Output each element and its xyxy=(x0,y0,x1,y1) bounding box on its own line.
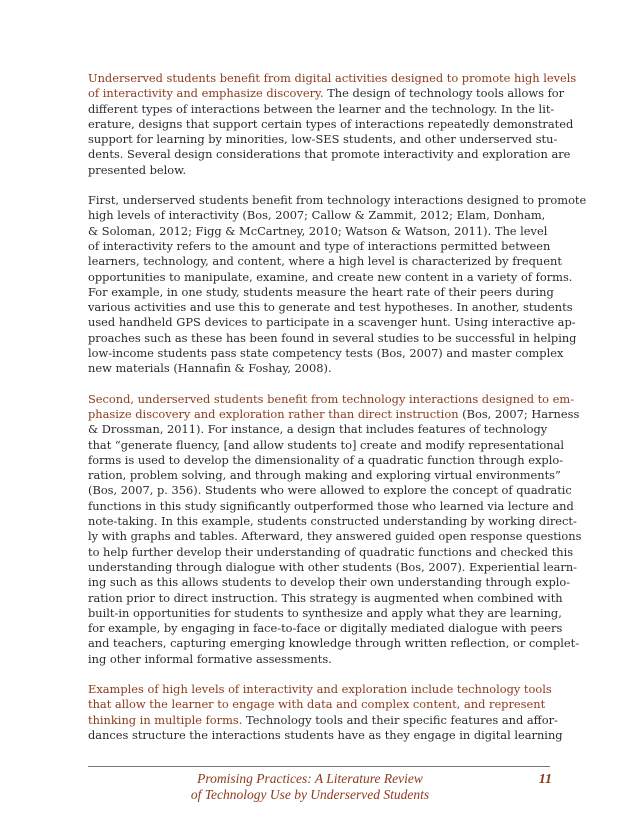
text-line xyxy=(88,391,575,407)
text-segment: ration prior to direct instruction. This strategy is augmented when combined with xyxy=(88,590,563,605)
text-line xyxy=(88,132,558,147)
text-segment: low-income students pass state competency tests (Bos, 2007) and master complex xyxy=(88,346,564,361)
text-line xyxy=(88,406,580,422)
text-segment: built-in opportunities for students to synthesize and apply what they are learning, xyxy=(88,605,562,620)
text-line xyxy=(88,575,571,590)
footer-title-line: Promising Practices: A Literature Review xyxy=(197,771,423,786)
page-number: 11 xyxy=(538,772,552,787)
paragraph xyxy=(88,391,582,667)
text-line xyxy=(88,116,574,132)
highlighted-lead-text: of interactivity and emphasize discovery. xyxy=(88,86,324,101)
text-segment: (Bos, 2007; Harness xyxy=(458,406,580,421)
text-line xyxy=(88,101,555,117)
text-line xyxy=(88,224,551,239)
text-line xyxy=(88,163,551,178)
highlighted-lead-text: Underserved students benefit from digital activities designed to promote high levels xyxy=(88,71,577,85)
paragraph xyxy=(88,71,577,178)
text-segment: dances structure the interactions students have as they engage in digital learning xyxy=(88,727,563,742)
text-segment: Technology tools and their specific features and affor- xyxy=(242,712,558,727)
text-segment: & Drossman, 2011). For instance, a design that includes features of technology xyxy=(88,422,548,437)
text-segment: new materials (Hannafin & Foshay, 2008). xyxy=(88,361,332,376)
text-line xyxy=(88,483,572,498)
footer-title xyxy=(160,771,460,803)
text-segment: note-taking. In this example, students constructed understanding by working direct- xyxy=(88,514,577,529)
text-segment: opportunities to manipulate, examine, and create new content in a variety of forms. xyxy=(88,269,573,284)
text-segment: to help further develop their understanding of quadratic functions and checked this xyxy=(88,544,574,559)
text-segment: support for learning by minorities, low-SES students, and other underserved stu- xyxy=(88,132,558,147)
highlighted-lead-text: that allow the learner to engage with data and complex content, and represent xyxy=(88,697,546,712)
text-segment: & Soloman, 2012; Figg & McCartney, 2010; Watson & Watson, 2011). The level xyxy=(88,223,548,238)
text-line xyxy=(88,315,576,330)
text-line xyxy=(88,697,551,712)
highlighted-lead-text: Examples of high levels of interactivity and exploration include technology tools xyxy=(88,681,552,696)
text-line xyxy=(88,71,577,86)
body-text xyxy=(88,71,587,758)
text-line xyxy=(88,468,561,483)
paragraph xyxy=(88,681,563,743)
text-segment: ly with graphs and tables. Afterward, they answered guided open response questions xyxy=(88,529,582,544)
text-segment: learners, technology, and content, where a high level is characterized by frequent xyxy=(88,254,562,269)
text-line xyxy=(88,605,562,621)
footer-divider xyxy=(88,766,550,767)
text-segment: First, underserved students benefit from technology interactions designed to promote xyxy=(88,193,587,208)
highlighted-lead-text: Second, underserved students benefit from technology interactions designed to em- xyxy=(88,391,575,406)
text-segment: of interactivity refers to the amount and type of interactions permitted between xyxy=(88,238,551,253)
text-line xyxy=(88,437,565,453)
text-line xyxy=(88,330,577,346)
highlighted-lead-text: phasize discovery and exploration rather than direct instruction xyxy=(88,406,459,421)
text-line xyxy=(88,254,562,269)
text-segment: for example, by engaging in face-to-face or digitally mediated dialogue with peers xyxy=(88,621,563,636)
text-line xyxy=(88,682,551,697)
text-line xyxy=(88,86,565,101)
text-segment: The design of technology tools allows for xyxy=(323,86,565,101)
text-line xyxy=(88,544,574,560)
text-segment: that “generate fluency, [and allow students to] create and modify representational xyxy=(88,437,565,452)
text-segment: For example, in one study, students measure the heart rate of their peers during xyxy=(88,284,554,299)
text-line xyxy=(88,147,571,162)
text-segment: various activities and use this to generate and test hypotheses. In another, students xyxy=(88,300,573,315)
text-line xyxy=(88,452,564,468)
text-segment: different types of interactions between the learner and the technology. In the lit- xyxy=(88,101,555,116)
text-segment: (Bos, 2007, p. 356). Students who were allowed to explore the concept of quadratic xyxy=(88,483,572,498)
text-line xyxy=(88,529,582,544)
text-line xyxy=(88,193,587,208)
text-line xyxy=(88,284,554,300)
text-line xyxy=(88,727,563,743)
text-segment: ing other informal formative assessments. xyxy=(88,651,332,666)
text-line xyxy=(88,652,551,667)
text-line xyxy=(88,361,551,376)
text-segment: high levels of interactivity (Bos, 2007; Callow & Zammit, 2012; Elam, Donham, xyxy=(88,208,546,223)
text-line xyxy=(88,621,563,636)
text-segment: presented below. xyxy=(88,162,187,177)
text-segment: proaches such as these has been found in several studies to be successful in helping xyxy=(88,330,577,345)
text-segment: used handheld GPS devices to participate in a scavenger hunt. Using interactive ap- xyxy=(88,315,576,330)
text-line xyxy=(88,590,563,606)
text-line xyxy=(88,636,580,651)
text-line xyxy=(88,514,577,529)
text-line xyxy=(88,422,551,437)
text-line xyxy=(88,208,551,223)
paragraph xyxy=(88,193,587,377)
highlighted-lead-text: thinking in multiple forms. xyxy=(88,712,243,727)
text-segment: forms is used to develop the dimensionality of a quadratic function through explo- xyxy=(88,452,564,467)
text-line xyxy=(88,559,578,575)
text-segment: ration, problem solving, and through making and exploring virtual environments” xyxy=(88,468,561,483)
text-segment: and teachers, capturing emerging knowledge through written reflection, or complet- xyxy=(88,636,580,651)
text-line xyxy=(88,269,573,285)
text-segment: dents. Several design considerations that promote interactivity and exploration are xyxy=(88,147,571,162)
text-line xyxy=(88,346,564,361)
footer-title-line: of Technology Use by Underserved Students xyxy=(190,787,430,802)
text-line xyxy=(88,712,558,728)
text-line xyxy=(88,498,574,514)
text-segment: erature, designs that support certain types of interactions repeatedly demonstrated xyxy=(88,116,574,131)
text-line xyxy=(88,300,573,315)
text-line xyxy=(88,239,551,254)
text-segment: understanding through dialogue with other students (Bos, 2007). Experiential learn- xyxy=(88,559,578,574)
text-segment: functions in this study significantly outperformed those who learned via lecture and xyxy=(88,498,574,513)
text-segment: ing such as this allows students to develop their own understanding through explo- xyxy=(88,575,571,590)
